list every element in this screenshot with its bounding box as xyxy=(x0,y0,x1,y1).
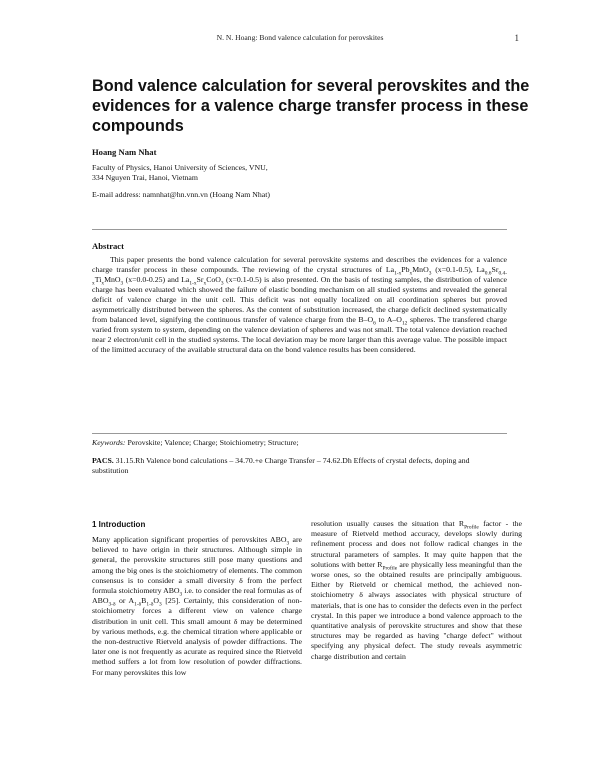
divider xyxy=(92,229,507,230)
paper-title: Bond valence calculation for several perovskites and the evidences for a valence charge transfer process in these compounds xyxy=(92,77,530,135)
author-name: Hoang Nam Nhat xyxy=(92,147,157,157)
affiliation-line: Faculty of Physics, Hanoi University of Sciences, VNU, xyxy=(92,163,268,172)
keywords xyxy=(92,438,507,447)
running-head: N. N. Hoang: Bond valence calculation for perovskites xyxy=(216,33,384,42)
intro-right-column: resolution usually causes the situation that $R_{Profile}$ factor - the measure of Rietveld method accuracy, develops slowly during refinement process and does not follow radical changes in the structural parameters of samples. It may quite happen that the solutions with better $R_{Profile}$ are physically less meaningful than the worse ones, so the obtained results are principally ambiguous. Either by Rietveld or chemical method, the achieved non-stoichiometry δ always associates with physical structure of materials, that is one has to consider the defects even in the perfect crystal. In this paper we introduce a bond valence approach to the quantitative analysis of perovskite structures and show that these structures may be regarded as having "charge defect" without specifying any physical defect. The study reveals asymmetric charge distribution and certain xyxy=(311,519,522,661)
abstract-body: This paper presents the bond valence calculation for several perovskite systems and describes the evidences for a valence charge transfer process in these compounds. The reviewing of the crystal structures of $La_{1-x}Pb_xMnO_3$ (x=0.1-0.5), $La_{0.6}Sr_{0.4-x}Ti_xMnO_3$ (x=0.0-0.25) and $La_{1-x}Sr_xCoO_3$ (x=0.1-0.5) is also presented. On the basis of testing samples, the distribution of valence charge has been evaluated which showed the failure of elastic bonding mechanism on all studied systems and revealed the general deficit of valence charge in the unit cell. This deficit was not equally localized on all coordination spheres but proved asymmetrically distributed between the spheres. As the content of substitution increased, the charge deficit declined systematically from balanced level, signifying the continuous transfer of valence charge from the $B-O_6$ to $A-O_{12}$ spheres. The transfered charge varied from system to system, depending on the valence deviation of spheres and was not small. The total valence deviation reached near 2 electron/unit cell in the studied systems. The local deviation may be more larger than this average value. The possible impact of the limitted accuracy of the available structural data on the bond valence results has been considered. xyxy=(92,255,507,354)
affiliation-line: 334 Nguyen Trai, Hanoi, Vietnam xyxy=(92,173,198,182)
page-number: 1 xyxy=(514,33,519,43)
pacs-text: 31.15.Rh Valence bond calculations – 34.70.+e Charge Transfer – 74.62.Dh Effects of crystal defects, doping and substitution xyxy=(92,456,470,475)
intro-left-column: Many application significant properties of perovskites $ABO_3$ are believed to have origin in their structures. Although simple in general, the perovskite structures still pose many questions and among the big ones is the stoichiometry of elements. The common consensus is to consider a small diversity δ from the perfect formula stoichiometry $ABO_3$ i.e. to consider the real formulas as of $ABO_{3-\delta}$ or $A_{1-\delta}B_{1-\delta}O_3$ [25]. Certainly, this consideration of non-stoichiometry forces a different view on valence charge distribution in unit cell. This small amount δ may be determined by various methods, e.g. the chemical titration where applicable or the non-destructive Rietveld analysis of powder diffractions. The later one is not frequently as acurate as required since the Rietveld method suffers a lot from low resolution of powder diffractions. For many perovskites this low xyxy=(92,535,303,677)
divider xyxy=(92,433,507,434)
keywords-text: Perovskite; Valence; Charge; Stoichiometry; Structure; xyxy=(125,438,299,447)
email-address: E-mail address: namnhat@hn.vnn.vn (Hoang Nam Nhat) xyxy=(92,190,271,199)
section-heading: 1 Introduction xyxy=(92,520,146,529)
keywords-label: Keywords: xyxy=(92,438,126,447)
affiliation xyxy=(92,163,268,183)
pacs-label: PACS. xyxy=(92,456,114,465)
abstract-heading: Abstract xyxy=(92,241,124,251)
pacs xyxy=(92,456,507,476)
